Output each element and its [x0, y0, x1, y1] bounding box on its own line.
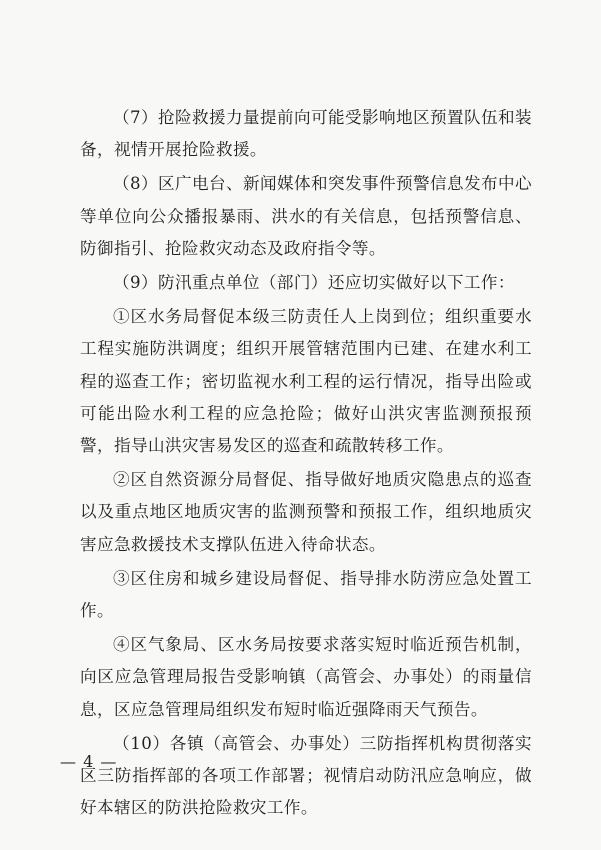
- paragraph-9-item-3: ③区住房和城乡建设局督促、指导排水防涝应急处置工作。: [80, 568, 532, 621]
- paragraph-9-item-2: ②区自然资源分局督促、指导做好地质灾隐患点的巡查以及重点地区地质灾害的监测预警和预报工作，组织地质灾害应急救援技术支撑队伍进入待命状态。: [80, 470, 532, 554]
- page-number: — 4 —: [60, 752, 118, 771]
- document-body: [80, 102, 532, 824]
- paragraph-7: （7）抢险救援力量提前向可能受影响地区预置队伍和装备，视情开展抢险救援。: [80, 108, 532, 160]
- paragraph-9: （9）防汛重点单位（部门）还应切实做好以下工作：: [113, 273, 515, 293]
- paragraph-9-item-1: ①区水务局督促本级三防责任人上岗到位；组织重要水工程实施防洪调度；组织开展管辖范围内已建、在建水利工程的巡查工作；密切监视水利工程的运行情况，指导出险或可能出险水利工程的应急抢险；做好山洪灾害监测预报预警，指导山洪灾害易发区的巡查和疏散转移工作。: [80, 307, 532, 456]
- paragraph-9-item-4: ④区气象局、区水务局按要求落实短时临近预告机制，向区应急管理局报告受影响镇（高管会、办事处）的雨量信息，区应急管理局组织发布短时临近强降雨天气预告。: [80, 635, 532, 719]
- paragraph-10: （10）各镇（高管会、办事处）三防指挥机构贯彻落实区三防指挥部的各项工作部署；视情启动防汛应急响应，做好本辖区的防洪抢险救灾工作。: [80, 733, 532, 818]
- paragraph-8: （8）区广电台、新闻媒体和突发事件预警信息发布中心等单位向公众播报暴雨、洪水的有关信息，包括预警信息、防御指引、抢险救灾动态及政府指令等。: [80, 174, 532, 258]
